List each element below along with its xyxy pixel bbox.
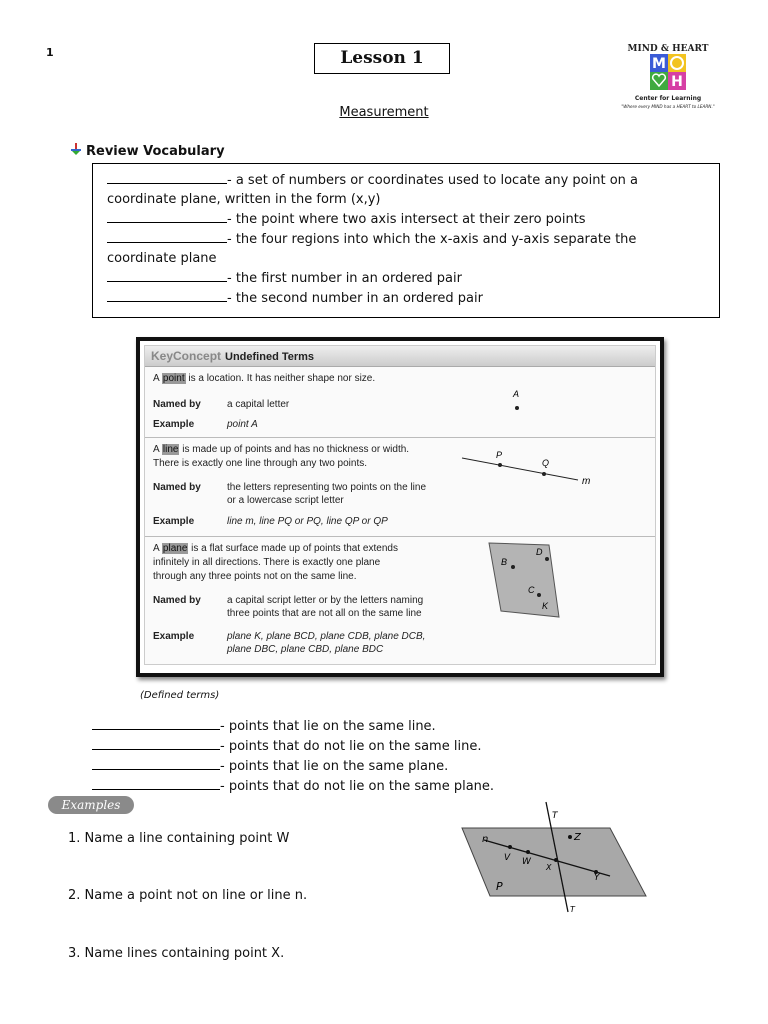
question-1: 1. Name a line containing point W xyxy=(68,831,290,846)
vocab-line: - a set of numbers or coordinates used to locate any point on a xyxy=(107,170,705,190)
vocab-box xyxy=(92,163,720,318)
svg-text:A: A xyxy=(513,389,520,399)
key-concept-panel xyxy=(136,337,664,677)
question-3: 3. Name lines containing point X. xyxy=(68,946,285,961)
svg-text:V: V xyxy=(504,853,511,863)
svg-text:P: P xyxy=(496,450,503,460)
vocab-line: coordinate plane, written in the form (x,y) xyxy=(107,192,381,207)
plane-section: A plane is a flat surface made up of points that extends infinitely in all directions. There is exactly one plane through any three points not on the same line. Named by a capital script letter or by the letters naming three points that are not all on the same line Example plane K, plane BCD, plane CDB, plane DCB, plane DBC, plane CBD, plane BDC B D C K xyxy=(145,537,655,665)
svg-text:T: T xyxy=(552,811,558,821)
svg-text:W: W xyxy=(522,857,531,867)
examples-badge: Examples xyxy=(48,796,134,814)
logo-line1: MIND & HEART xyxy=(627,44,709,54)
answer-blank[interactable] xyxy=(107,288,227,302)
line-section: A line is made up of points and has no thickness or width. There is exactly one line through any two points. Named by the letters representing two points on the line or a lowercase script letter Example line m, line PQ or PQ, line QP or QP P Q m xyxy=(145,438,655,537)
vocab-line: - the four regions into which the x-axis and y-axis separate the xyxy=(107,229,705,249)
svg-text:m: m xyxy=(582,476,591,487)
page-number: 1 xyxy=(46,46,54,59)
logo-m: M xyxy=(652,56,666,72)
answer-blank[interactable] xyxy=(92,776,220,790)
definition-line: - points that lie on the same plane. xyxy=(92,756,494,776)
vocab-line: coordinate plane xyxy=(107,251,217,266)
vocab-line: - the point where two axis intersect at their zero points xyxy=(107,209,705,229)
svg-text:Y: Y xyxy=(594,873,600,883)
definition-line: - points that do not lie on the same line. xyxy=(92,736,494,756)
answer-blank[interactable] xyxy=(107,170,227,184)
lesson-title: Lesson 1 xyxy=(314,43,450,74)
svg-text:K: K xyxy=(542,601,549,611)
svg-text:T: T xyxy=(570,905,575,914)
svg-text:Q: Q xyxy=(542,458,550,468)
definition-line: - points that do not lie on the same plane. xyxy=(92,776,494,796)
point-section: A point is a location. It has neither shape nor size. Named by a capital letter Example point A A xyxy=(145,367,655,438)
svg-text:n: n xyxy=(482,834,489,845)
vocab-line: - the second number in an ordered pair xyxy=(107,288,705,308)
answer-blank[interactable] xyxy=(92,736,220,750)
plane-lines-figure xyxy=(460,800,650,915)
key-concept-header: KeyConcept Undefined Terms xyxy=(145,346,655,367)
point-definitions xyxy=(92,716,494,796)
defined-terms-label: (Defined terms) xyxy=(140,690,220,701)
review-heading xyxy=(70,143,225,159)
answer-blank[interactable] xyxy=(92,716,220,730)
answer-blank[interactable] xyxy=(107,268,227,282)
definition-line: - points that lie on the same line. xyxy=(92,716,494,736)
review-heading-text: Review Vocabulary xyxy=(86,144,225,159)
svg-text:D: D xyxy=(536,547,543,557)
svg-text:Z: Z xyxy=(574,832,581,843)
line-figure xyxy=(460,448,600,488)
answer-blank[interactable] xyxy=(107,229,227,243)
answer-blank[interactable] xyxy=(107,209,227,223)
plane-figure xyxy=(487,541,567,623)
logo-h: H xyxy=(671,74,683,90)
question-2: 2. Name a point not on line or line n. xyxy=(68,888,308,903)
svg-text:B: B xyxy=(501,557,508,567)
answer-blank[interactable] xyxy=(92,756,220,770)
point-figure xyxy=(505,387,535,417)
vocab-line: - the first number in an ordered pair xyxy=(107,268,705,288)
logo-tag1: Center for Learning xyxy=(634,95,702,102)
logo-tag2: "Where every MIND has a HEART to LEARN." xyxy=(621,104,715,109)
subtitle: Measurement xyxy=(339,105,429,120)
svg-text:P: P xyxy=(496,880,503,893)
svg-text:C: C xyxy=(528,585,535,595)
arrow-bullet-icon xyxy=(70,143,86,159)
svg-text:X: X xyxy=(546,863,552,872)
